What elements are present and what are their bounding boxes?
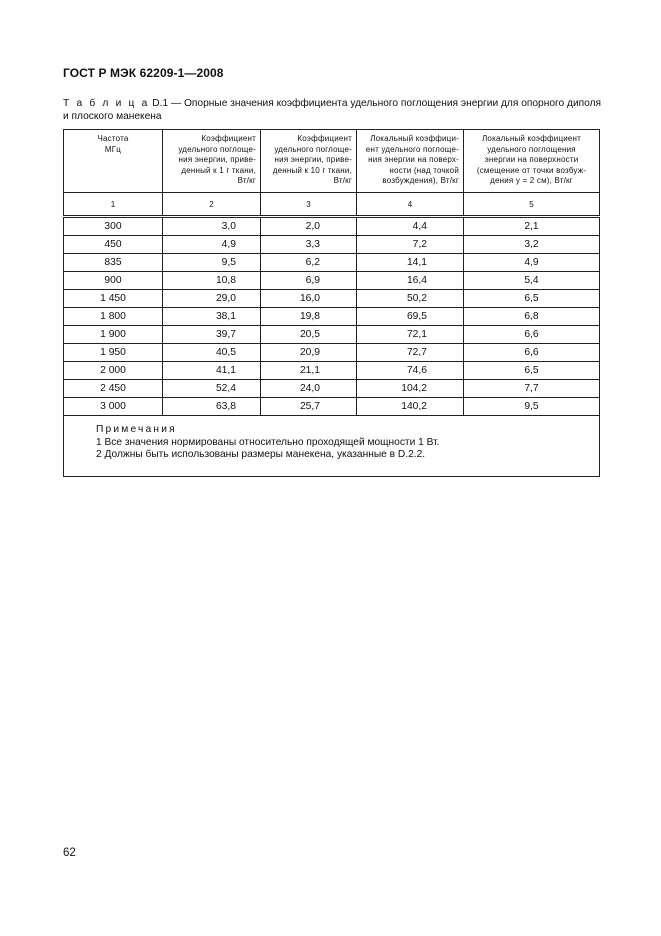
cell-frequency: 2 450: [64, 380, 163, 398]
cell-local-sar-offset: 6,5: [464, 362, 600, 380]
note-item: 2 Должны быть использованы размеры манекена, указанные в D.2.2.: [96, 449, 426, 460]
cell-local-sar-feed: 50,2: [357, 290, 464, 308]
cell-local-sar-feed: 140,2: [357, 398, 464, 416]
header-local-sar-feed: Локальный коэффици- ент удельного поглоще- ния энергии на поверх- ности (над точкой возбуждения), Вт/кг: [357, 130, 464, 193]
table-body: [64, 217, 600, 416]
cell-local-sar-offset: 7,7: [464, 380, 600, 398]
cell-local-sar-offset: 6,6: [464, 326, 600, 344]
table-row: [64, 272, 600, 290]
cell-local-sar-offset: 9,5: [464, 398, 600, 416]
cell-frequency: 1 900: [64, 326, 163, 344]
cell-frequency: 1 800: [64, 308, 163, 326]
cell-local-sar-offset: 6,8: [464, 308, 600, 326]
cell-sar-10g: 6,2: [261, 254, 357, 272]
column-number: 1: [64, 193, 163, 217]
cell-frequency: 1 450: [64, 290, 163, 308]
note-item: 1 Все значения нормированы относительно проходящей мощности 1 Вт.: [96, 436, 440, 448]
cell-local-sar-feed: 74,6: [357, 362, 464, 380]
cell-local-sar-feed: 16,4: [357, 272, 464, 290]
cell-local-sar-offset: 4,9: [464, 254, 600, 272]
notes-row: [64, 416, 600, 477]
cell-local-sar-feed: 69,5: [357, 308, 464, 326]
cell-local-sar-offset: 2,1: [464, 217, 600, 236]
column-number: 3: [261, 193, 357, 217]
table-notes: [64, 416, 600, 477]
cell-sar-10g: 24,0: [261, 380, 357, 398]
column-number: 2: [163, 193, 261, 217]
cell-local-sar-feed: 14,1: [357, 254, 464, 272]
header-sar-10g: Коэффициент удельного поглоще- ния энергии, приве- денный к 10 г ткани, Вт/кг: [261, 130, 357, 193]
column-number-row: [64, 193, 600, 217]
header-local-sar-offset: Локальный коэффициент удельного поглощения энергии на поверхности (смещение от точки возбуж- дения y = 2 см), Вт/кг: [464, 130, 600, 193]
header-sar-1g: Коэффициент удельного поглоще- ния энергии, приве- денный к 1 г ткани, Вт/кг: [163, 130, 261, 193]
cell-sar-1g: 10,8: [163, 272, 261, 290]
cell-sar-1g: 40,5: [163, 344, 261, 362]
page-number: 62: [63, 847, 76, 859]
table-row: [64, 362, 600, 380]
cell-frequency: 3 000: [64, 398, 163, 416]
cell-frequency: 2 000: [64, 362, 163, 380]
table-row: [64, 380, 600, 398]
header-frequency: Частота МГц: [64, 130, 163, 193]
cell-sar-1g: 38,1: [163, 308, 261, 326]
table-caption-text: D.1 — Опорные значения коэффициента удельного поглощения энергии для опорного диполя и плоского манекена: [63, 98, 602, 122]
table-row: [64, 398, 600, 416]
column-number: 5: [464, 193, 600, 217]
cell-local-sar-offset: 3,2: [464, 236, 600, 254]
cell-local-sar-feed: 7,2: [357, 236, 464, 254]
table-row: [64, 308, 600, 326]
cell-sar-1g: 4,9: [163, 236, 261, 254]
cell-frequency: 900: [64, 272, 163, 290]
table-caption-prefix: Т а б л и ц а: [63, 98, 150, 109]
cell-local-sar-feed: 72,1: [357, 326, 464, 344]
cell-local-sar-offset: 6,6: [464, 344, 600, 362]
cell-local-sar-feed: 4,4: [357, 217, 464, 236]
cell-sar-10g: 3,3: [261, 236, 357, 254]
table-row: [64, 344, 600, 362]
cell-sar-1g: 39,7: [163, 326, 261, 344]
cell-frequency: 450: [64, 236, 163, 254]
table-row: [64, 217, 600, 236]
cell-sar-10g: 6,9: [261, 272, 357, 290]
cell-local-sar-feed: 104,2: [357, 380, 464, 398]
table-header-row: [64, 130, 600, 193]
cell-sar-10g: 21,1: [261, 362, 357, 380]
cell-sar-1g: 9,5: [163, 254, 261, 272]
cell-local-sar-offset: 5,4: [464, 272, 600, 290]
cell-sar-1g: 29,0: [163, 290, 261, 308]
cell-local-sar-feed: 72,7: [357, 344, 464, 362]
cell-sar-10g: 20,9: [261, 344, 357, 362]
notes-title: Примечания: [96, 424, 177, 435]
cell-sar-10g: 2,0: [261, 217, 357, 236]
table-caption: [63, 97, 603, 123]
cell-frequency: 1 950: [64, 344, 163, 362]
table-row: [64, 290, 600, 308]
cell-sar-10g: 25,7: [261, 398, 357, 416]
document-header: ГОСТ Р МЭК 62209-1—2008: [63, 66, 224, 80]
cell-sar-1g: 52,4: [163, 380, 261, 398]
cell-sar-10g: 19,8: [261, 308, 357, 326]
table-row: [64, 326, 600, 344]
table-row: [64, 236, 600, 254]
cell-sar-10g: 16,0: [261, 290, 357, 308]
table-row: [64, 254, 600, 272]
cell-frequency: 300: [64, 217, 163, 236]
cell-sar-1g: 63,8: [163, 398, 261, 416]
cell-sar-1g: 41,1: [163, 362, 261, 380]
sar-reference-table: [63, 129, 600, 477]
cell-sar-10g: 20,5: [261, 326, 357, 344]
cell-sar-1g: 3,0: [163, 217, 261, 236]
cell-frequency: 835: [64, 254, 163, 272]
column-number: 4: [357, 193, 464, 217]
cell-local-sar-offset: 6,5: [464, 290, 600, 308]
